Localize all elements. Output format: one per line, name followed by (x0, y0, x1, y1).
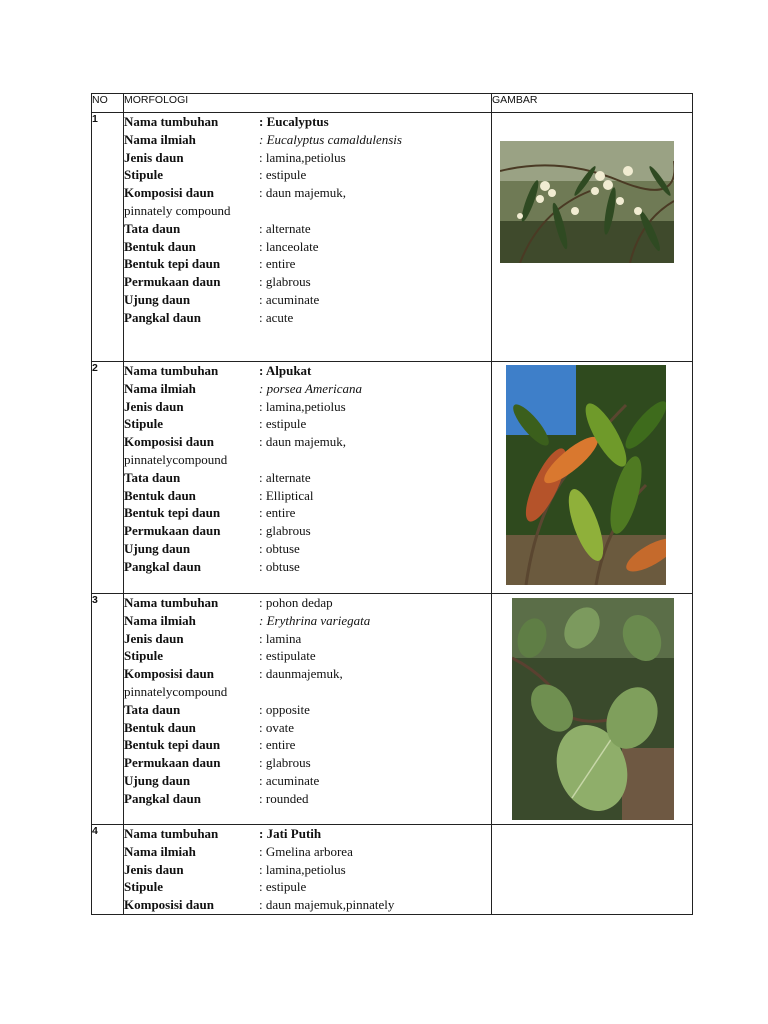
field-value: : glabrous (259, 523, 311, 539)
field-margin (124, 255, 491, 273)
field-apex (124, 772, 491, 790)
field-value: : entire (259, 256, 296, 272)
field-label: Stipule (124, 167, 164, 183)
field-value: : daun majemuk, (259, 434, 347, 450)
field-surface (124, 522, 491, 540)
field-value: : Elliptical (259, 487, 314, 503)
field-label: Nama tumbuhan (124, 114, 219, 129)
field-shape (124, 238, 491, 256)
field-plant-name (124, 113, 491, 131)
field-label: Pangkal daun (124, 309, 201, 325)
field-label: Komposisi daun (124, 185, 214, 201)
field-label: Jenis daun (124, 630, 184, 646)
morphology-table (91, 93, 693, 915)
field-shape (124, 719, 491, 737)
field-label: Nama ilmiah (124, 131, 196, 147)
field-label: Bentuk tepi daun (124, 505, 221, 521)
erythrina-photo (512, 598, 674, 820)
field-value: : lamina,petiolus (259, 149, 346, 165)
field-plant-name (124, 825, 491, 843)
field-label: Nama tumbuhan (124, 826, 219, 841)
field-shape (124, 487, 491, 505)
field-composition (124, 184, 491, 202)
image-cell (492, 825, 693, 915)
morphology-cell (124, 113, 492, 362)
field-base (124, 558, 491, 576)
image-cell (492, 113, 693, 362)
field-value: : daunmajemuk, (259, 666, 343, 682)
row-number: 4 (92, 825, 124, 915)
field-label: Bentuk tepi daun (124, 256, 221, 272)
field-label: Ujung daun (124, 772, 191, 788)
image-cell (492, 362, 693, 594)
field-value: : pohon dedap (259, 595, 333, 610)
field-label: Nama ilmiah (124, 843, 196, 859)
field-label: Komposisi daun (124, 666, 214, 682)
field-leaf-type (124, 630, 491, 648)
field-composition (124, 665, 491, 683)
table-row (92, 362, 693, 594)
field-stipule (124, 415, 491, 433)
field-label: Tata daun (124, 220, 181, 236)
field-arrangement (124, 469, 491, 487)
field-label: Pangkal daun (124, 790, 201, 806)
field-apex (124, 291, 491, 309)
field-label: Stipule (124, 416, 164, 432)
header-no: NO (92, 94, 124, 113)
field-value: : Jati Putih (259, 826, 322, 841)
field-value: : daun majemuk, (259, 185, 347, 201)
field-label: Stipule (124, 648, 164, 664)
field-value: : Gmelina arborea (259, 843, 353, 859)
header-morphology: MORFOLOGI (124, 94, 492, 113)
field-value: : opposite (259, 701, 310, 717)
field-value: : entire (259, 737, 296, 753)
field-label: Permukaan daun (124, 523, 221, 539)
image-cell (492, 594, 693, 825)
field-label: Bentuk tepi daun (124, 737, 221, 753)
field-value: : acuminate (259, 291, 320, 307)
field-label: Bentuk daun (124, 719, 196, 735)
field-value: : Erythrina variegata (259, 612, 371, 628)
field-label: Nama ilmiah (124, 380, 196, 396)
field-value: : lamina (259, 630, 302, 646)
field-value: : estipule (259, 416, 307, 432)
field-scientific-name (124, 131, 491, 149)
row-number: 3 (92, 594, 124, 825)
field-arrangement (124, 220, 491, 238)
field-plant-name (124, 362, 491, 380)
field-value: : ovate (259, 719, 295, 735)
field-value: : alternate (259, 220, 311, 236)
field-composition (124, 896, 491, 914)
morphology-cell (124, 825, 492, 915)
field-value: : estipule (259, 167, 307, 183)
field-scientific-name (124, 843, 491, 861)
field-apex (124, 540, 491, 558)
row-number: 1 (92, 113, 124, 362)
field-label: Jenis daun (124, 861, 184, 877)
field-value: : acute (259, 309, 294, 325)
field-label: Nama tumbuhan (124, 363, 219, 378)
morphology-cell (124, 362, 492, 594)
field-label: Jenis daun (124, 149, 184, 165)
field-leaf-type (124, 149, 491, 167)
field-composition (124, 433, 491, 451)
field-margin (124, 504, 491, 522)
eucalyptus-photo (500, 141, 674, 263)
table-row (92, 825, 693, 915)
field-value: : obtuse (259, 540, 300, 556)
field-leaf-type (124, 398, 491, 416)
field-value: : rounded (259, 790, 309, 806)
field-value: : acuminate (259, 772, 320, 788)
field-label: Stipule (124, 879, 164, 895)
field-value: : obtuse (259, 558, 300, 574)
field-surface (124, 273, 491, 291)
field-value: : daun majemuk,pinnately (259, 897, 395, 913)
field-label: Nama ilmiah (124, 612, 196, 628)
field-label: Permukaan daun (124, 755, 221, 771)
table-row (92, 594, 693, 825)
field-value: : glabrous (259, 755, 311, 771)
field-value: : estipulate (259, 648, 316, 664)
field-margin (124, 736, 491, 754)
field-base (124, 309, 491, 327)
field-label: Bentuk daun (124, 487, 196, 503)
field-value: : entire (259, 505, 296, 521)
field-label: Tata daun (124, 701, 181, 717)
field-continuation: pinnately compound (124, 202, 231, 218)
avocado-photo (506, 365, 666, 585)
field-value: : Alpukat (259, 363, 312, 378)
field-scientific-name (124, 612, 491, 630)
field-stipule (124, 647, 491, 665)
field-stipule (124, 166, 491, 184)
field-value: : Eucalyptus (259, 114, 329, 129)
field-label: Tata daun (124, 469, 181, 485)
header-image: GAMBAR (492, 94, 693, 113)
field-label: Jenis daun (124, 398, 184, 414)
field-value: : glabrous (259, 274, 311, 290)
morphology-cell (124, 594, 492, 825)
field-stipule (124, 878, 491, 896)
field-label: Komposisi daun (124, 897, 214, 913)
field-value: : alternate (259, 469, 311, 485)
field-continuation: pinnatelycompound (124, 451, 228, 467)
field-label: Permukaan daun (124, 274, 221, 290)
table-header-row (92, 94, 693, 113)
field-surface (124, 754, 491, 772)
field-value: : lanceolate (259, 238, 319, 254)
field-scientific-name (124, 380, 491, 398)
field-value: : lamina,petiolus (259, 398, 346, 414)
row-number: 2 (92, 362, 124, 594)
field-plant-name (124, 594, 491, 612)
field-base (124, 790, 491, 808)
table-row (92, 113, 693, 362)
field-value: : lamina,petiolus (259, 861, 346, 877)
field-continuation: pinnatelycompound (124, 683, 228, 699)
field-value: : estipule (259, 879, 307, 895)
field-label: Nama tumbuhan (124, 595, 219, 610)
field-leaf-type (124, 861, 491, 879)
field-label: Ujung daun (124, 291, 191, 307)
morphology-sheet (91, 93, 692, 915)
field-label: Pangkal daun (124, 558, 201, 574)
field-label: Komposisi daun (124, 434, 214, 450)
field-label: Ujung daun (124, 540, 191, 556)
field-value: : Eucalyptus camaldulensis (259, 131, 402, 147)
field-value: : porsea Americana (259, 380, 363, 396)
field-label: Bentuk daun (124, 238, 196, 254)
field-arrangement (124, 701, 491, 719)
